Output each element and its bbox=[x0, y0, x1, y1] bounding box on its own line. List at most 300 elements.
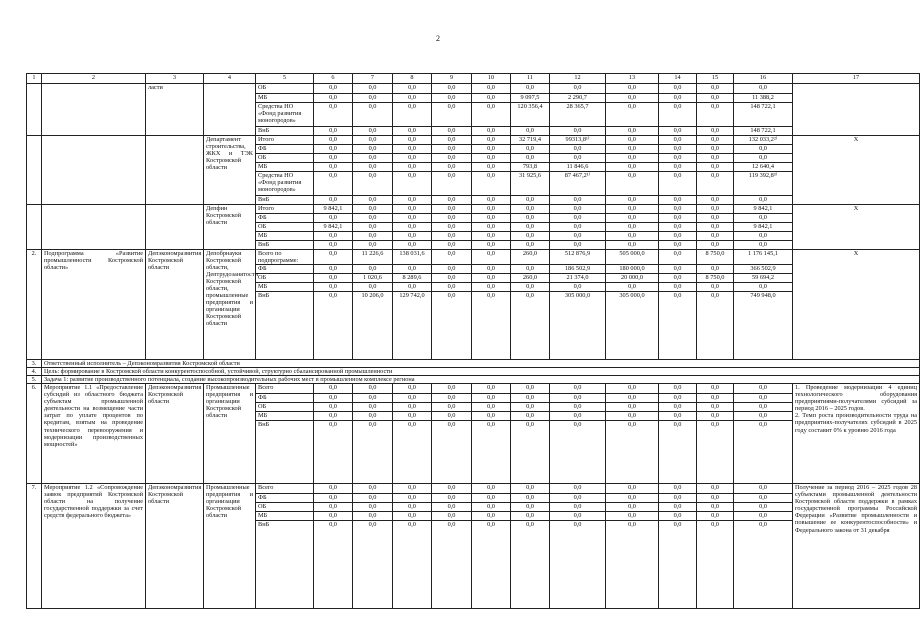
amount-cell: 0,0 bbox=[606, 503, 659, 512]
measure-name: Мероприятие 1.2 «Сопровождение заявок предприятий Костромской области на получение государственной поддержки за счет средств федерального бюджета» bbox=[42, 484, 146, 609]
col-header: 9 bbox=[432, 74, 472, 84]
amount-cell: 0,0 bbox=[353, 127, 393, 136]
amount-cell: 0,0 bbox=[432, 103, 472, 127]
amount-cell: 0,0 bbox=[353, 503, 393, 512]
amount-cell: 20 000,0 bbox=[606, 274, 659, 283]
amount-cell: 0,0 bbox=[659, 521, 697, 609]
amount-cell: 0,0 bbox=[314, 103, 353, 127]
responsible-executor: Депэкономразвития Костромской области bbox=[146, 384, 204, 484]
amount-cell: 0,0 bbox=[314, 145, 353, 154]
amount-cell: 0,0 bbox=[353, 223, 393, 232]
amount-cell: 0,0 bbox=[697, 241, 734, 250]
amount-cell: 0,0 bbox=[550, 241, 606, 250]
amount-cell: 0,0 bbox=[353, 136, 393, 145]
amount-cell: 0,0 bbox=[432, 521, 472, 609]
amount-cell: 0,0 bbox=[697, 145, 734, 154]
amount-cell: 0,0 bbox=[659, 503, 697, 512]
amount-cell: 0,0 bbox=[314, 283, 353, 292]
amount-cell: 0,0 bbox=[472, 172, 511, 196]
amount-cell: 0,0 bbox=[659, 127, 697, 136]
amount-cell: 0,0 bbox=[511, 394, 550, 403]
amount-cell: 0,0 bbox=[511, 232, 550, 241]
funding-source: ОБ bbox=[256, 274, 314, 283]
amount-cell: 9 842,1 bbox=[314, 223, 353, 232]
amount-cell: 0,0 bbox=[353, 154, 393, 163]
amount-cell: 0,0 bbox=[353, 172, 393, 196]
amount-cell: 0,0 bbox=[472, 196, 511, 205]
amount-cell: 0,0 bbox=[393, 494, 432, 503]
responsible-executor bbox=[146, 205, 204, 250]
amount-cell: 0,0 bbox=[472, 412, 511, 421]
co-executor: Промышленные предприятия и организации Костромской области bbox=[204, 484, 256, 609]
amount-cell: 0,0 bbox=[734, 484, 793, 494]
amount-cell: 0,0 bbox=[734, 503, 793, 512]
amount-cell: 0,0 bbox=[550, 521, 606, 609]
measure-row-main bbox=[27, 205, 920, 214]
amount-cell: 0,0 bbox=[353, 403, 393, 412]
amount-cell: 0,0 bbox=[393, 503, 432, 512]
amount-cell: 0,0 bbox=[606, 214, 659, 223]
amount-cell: 0,0 bbox=[393, 232, 432, 241]
amount-cell: 0,0 bbox=[472, 154, 511, 163]
amount-cell: 87 467,2¹⁾ bbox=[550, 172, 606, 196]
amount-cell: 0,0 bbox=[550, 283, 606, 292]
amount-cell: 0,0 bbox=[432, 84, 472, 94]
amount-cell: 0,0 bbox=[393, 265, 432, 274]
amount-cell: 0,0 bbox=[432, 265, 472, 274]
funding-source: ВнБ bbox=[256, 292, 314, 360]
amount-cell: 0,0 bbox=[353, 484, 393, 494]
amount-cell: 0,0 bbox=[606, 232, 659, 241]
amount-cell: 0,0 bbox=[697, 521, 734, 609]
row-number bbox=[27, 205, 42, 250]
amount-cell: 0,0 bbox=[697, 127, 734, 136]
col-header: 17 bbox=[793, 74, 920, 84]
amount-cell: 0,0 bbox=[659, 292, 697, 360]
co-executor: Депфин Костромской области bbox=[204, 205, 256, 250]
amount-cell: 0,0 bbox=[511, 196, 550, 205]
amount-cell: 305 000,0 bbox=[606, 292, 659, 360]
amount-cell: 0,0 bbox=[550, 196, 606, 205]
amount-cell: 0,0 bbox=[550, 403, 606, 412]
amount-cell: 0,0 bbox=[550, 145, 606, 154]
col-header: 3 bbox=[146, 74, 204, 84]
responsible-executor: ласти bbox=[146, 84, 204, 136]
amount-cell: 1 176 145,1 bbox=[734, 250, 793, 265]
amount-cell: 0,0 bbox=[659, 154, 697, 163]
amount-cell: 0,0 bbox=[432, 136, 472, 145]
amount-cell: 0,0 bbox=[697, 214, 734, 223]
amount-cell: 0,0 bbox=[393, 241, 432, 250]
amount-cell: 0,0 bbox=[472, 265, 511, 274]
amount-cell: 0,0 bbox=[314, 394, 353, 403]
amount-cell: 0,0 bbox=[432, 292, 472, 360]
amount-cell: 0,0 bbox=[659, 103, 697, 127]
amount-cell: 0,0 bbox=[472, 494, 511, 503]
amount-cell: 0,0 bbox=[432, 421, 472, 484]
amount-cell: 0,0 bbox=[659, 394, 697, 403]
amount-cell: 0,0 bbox=[659, 84, 697, 94]
funding-source: МБ bbox=[256, 163, 314, 172]
amount-cell: 0,0 bbox=[432, 412, 472, 421]
responsible-executor bbox=[146, 136, 204, 205]
amount-cell: 0,0 bbox=[511, 412, 550, 421]
amount-cell: 0,0 bbox=[432, 205, 472, 214]
amount-cell: 186 502,9 bbox=[550, 265, 606, 274]
funding-source: ФБ bbox=[256, 265, 314, 274]
amount-cell: 0,0 bbox=[734, 421, 793, 484]
amount-cell: 0,0 bbox=[314, 484, 353, 494]
amount-cell: 0,0 bbox=[432, 283, 472, 292]
amount-cell: 0,0 bbox=[393, 84, 432, 94]
amount-cell: 0,0 bbox=[353, 412, 393, 421]
amount-cell: 0,0 bbox=[472, 127, 511, 136]
amount-cell: 0,0 bbox=[314, 265, 353, 274]
amount-cell: 0,0 bbox=[511, 494, 550, 503]
amount-cell: 0,0 bbox=[659, 163, 697, 172]
funding-source: Всего bbox=[256, 484, 314, 494]
section-row bbox=[27, 368, 920, 376]
amount-cell: 0,0 bbox=[472, 283, 511, 292]
amount-cell: 0,0 bbox=[432, 512, 472, 521]
amount-cell: 0,0 bbox=[659, 250, 697, 265]
amount-cell: 0,0 bbox=[606, 494, 659, 503]
amount-cell: 0,0 bbox=[314, 421, 353, 484]
amount-cell: 28 365,7 bbox=[550, 103, 606, 127]
funding-source: ВнБ bbox=[256, 127, 314, 136]
amount-cell: 0,0 bbox=[550, 232, 606, 241]
amount-cell: 0,0 bbox=[353, 283, 393, 292]
amount-cell: 0,0 bbox=[697, 292, 734, 360]
amount-cell: 0,0 bbox=[353, 205, 393, 214]
measure-row-main bbox=[27, 84, 920, 94]
amount-cell: 0,0 bbox=[353, 145, 393, 154]
measure-row-main bbox=[27, 484, 920, 494]
amount-cell: 0,0 bbox=[606, 412, 659, 421]
amount-cell: 0,0 bbox=[432, 214, 472, 223]
amount-cell: 0,0 bbox=[734, 521, 793, 609]
amount-cell: 0,0 bbox=[432, 154, 472, 163]
col-header: 10 bbox=[472, 74, 511, 84]
amount-cell: 0,0 bbox=[550, 205, 606, 214]
col-header: 16 bbox=[734, 74, 793, 84]
row-number: 2. bbox=[27, 250, 42, 360]
amount-cell: 8 289,6 bbox=[393, 274, 432, 283]
amount-cell: 0,0 bbox=[353, 163, 393, 172]
amount-cell: 0,0 bbox=[314, 292, 353, 360]
amount-cell: 0,0 bbox=[550, 421, 606, 484]
funding-source: МБ bbox=[256, 412, 314, 421]
amount-cell: 0,0 bbox=[432, 384, 472, 394]
amount-cell: 0,0 bbox=[697, 503, 734, 512]
amount-cell: 0,0 bbox=[511, 484, 550, 494]
amount-cell: 0,0 bbox=[353, 196, 393, 205]
amount-cell: 132 033,2²⁾ bbox=[734, 136, 793, 145]
funding-source: Итого bbox=[256, 205, 314, 214]
expected-result: X bbox=[793, 205, 920, 250]
amount-cell: 0,0 bbox=[314, 250, 353, 265]
amount-cell: 148 722,1 bbox=[734, 127, 793, 136]
co-executor: Промышленные предприятия и организации Костромской области bbox=[204, 384, 256, 484]
amount-cell: 0,0 bbox=[314, 384, 353, 394]
amount-cell: 0,0 bbox=[393, 223, 432, 232]
amount-cell: 0,0 bbox=[606, 163, 659, 172]
section-row bbox=[27, 376, 920, 384]
amount-cell: 0,0 bbox=[550, 214, 606, 223]
amount-cell: 0,0 bbox=[697, 84, 734, 94]
amount-cell: 0,0 bbox=[659, 403, 697, 412]
amount-cell: 0,0 bbox=[606, 223, 659, 232]
amount-cell: 0,0 bbox=[511, 145, 550, 154]
amount-cell: 0,0 bbox=[734, 412, 793, 421]
amount-cell: 260,0 bbox=[511, 274, 550, 283]
amount-cell: 0,0 bbox=[734, 196, 793, 205]
amount-cell: 0,0 bbox=[353, 103, 393, 127]
amount-cell: 0,0 bbox=[472, 241, 511, 250]
funding-source: ВнБ bbox=[256, 241, 314, 250]
amount-cell: 0,0 bbox=[511, 214, 550, 223]
section-row bbox=[27, 360, 920, 368]
amount-cell: 0,0 bbox=[432, 394, 472, 403]
amount-cell: 366 502,9 bbox=[734, 265, 793, 274]
amount-cell: 180 000,0 bbox=[606, 265, 659, 274]
amount-cell: 8 750,0 bbox=[697, 274, 734, 283]
amount-cell: 0,0 bbox=[550, 154, 606, 163]
funding-source: ОБ bbox=[256, 84, 314, 94]
amount-cell: 0,0 bbox=[550, 503, 606, 512]
amount-cell: 0,0 bbox=[432, 232, 472, 241]
amount-cell: 0,0 bbox=[432, 403, 472, 412]
amount-cell: 0,0 bbox=[697, 412, 734, 421]
amount-cell: 0,0 bbox=[472, 94, 511, 103]
amount-cell: 0,0 bbox=[734, 154, 793, 163]
amount-cell: 0,0 bbox=[393, 412, 432, 421]
amount-cell: 0,0 bbox=[314, 163, 353, 172]
amount-cell: 0,0 bbox=[606, 283, 659, 292]
amount-cell: 9 097,5 bbox=[511, 94, 550, 103]
amount-cell: 0,0 bbox=[432, 274, 472, 283]
amount-cell: 0,0 bbox=[432, 145, 472, 154]
amount-cell: 0,0 bbox=[550, 127, 606, 136]
funding-source: ВнБ bbox=[256, 421, 314, 484]
amount-cell: 0,0 bbox=[734, 84, 793, 94]
amount-cell: 0,0 bbox=[432, 94, 472, 103]
expected-result: Получение за период 2016 – 2025 годов 28 субъектами промышленной деятельности Костромской области поддержки в рамках государственной программы Российской Федерации «Развитие промышленности и повышение ее конкурентоспособности» и Федерального закона от 31 декабря bbox=[793, 484, 920, 609]
amount-cell: 0,0 bbox=[472, 521, 511, 609]
amount-cell: 0,0 bbox=[550, 223, 606, 232]
amount-cell: 0,0 bbox=[353, 494, 393, 503]
amount-cell: 11 388,2 bbox=[734, 94, 793, 103]
measure-row-main bbox=[27, 250, 920, 265]
col-header: 6 bbox=[314, 74, 353, 84]
amount-cell: 0,0 bbox=[314, 84, 353, 94]
funding-source: ВнБ bbox=[256, 196, 314, 205]
amount-cell: 0,0 bbox=[606, 394, 659, 403]
amount-cell: 0,0 bbox=[472, 503, 511, 512]
amount-cell: 0,0 bbox=[432, 172, 472, 196]
amount-cell: 0,0 bbox=[314, 494, 353, 503]
expected-result: 1. Проведение модернизации 4 единиц технологического оборудования предприятиями-получателями субсидий за период 2016 – 2025 годов. 2. Темп роста производительности труда на предприятиях-получателях субсидий в 2025 году составит 0% к уровню 2016 года bbox=[793, 384, 920, 484]
funding-source: МБ bbox=[256, 232, 314, 241]
amount-cell: 0,0 bbox=[314, 196, 353, 205]
amount-cell: 0,0 bbox=[659, 136, 697, 145]
amount-cell: 0,0 bbox=[432, 127, 472, 136]
amount-cell: 0,0 bbox=[432, 503, 472, 512]
row-number bbox=[27, 136, 42, 205]
amount-cell: 0,0 bbox=[393, 172, 432, 196]
measure-name bbox=[42, 205, 146, 250]
amount-cell: 0,0 bbox=[659, 484, 697, 494]
amount-cell: 0,0 bbox=[393, 103, 432, 127]
amount-cell: 0,0 bbox=[734, 403, 793, 412]
section-text: Ответственный исполнитель – Депэкономразвития Костромской области bbox=[42, 360, 920, 368]
amount-cell: 0,0 bbox=[314, 94, 353, 103]
col-header: 12 bbox=[550, 74, 606, 84]
amount-cell: 0,0 bbox=[432, 163, 472, 172]
amount-cell: 0,0 bbox=[432, 494, 472, 503]
amount-cell: 11 226,6 bbox=[353, 250, 393, 265]
measure-name bbox=[42, 84, 146, 136]
expected-result bbox=[793, 84, 920, 136]
co-executor bbox=[204, 84, 256, 136]
amount-cell: 0,0 bbox=[606, 172, 659, 196]
amount-cell: 0,0 bbox=[606, 241, 659, 250]
amount-cell: 0,0 bbox=[659, 274, 697, 283]
amount-cell: 0,0 bbox=[659, 232, 697, 241]
amount-cell: 9 842,1 bbox=[734, 205, 793, 214]
amount-cell: 0,0 bbox=[659, 283, 697, 292]
amount-cell: 0,0 bbox=[353, 421, 393, 484]
amount-cell: 0,0 bbox=[734, 494, 793, 503]
amount-cell: 0,0 bbox=[393, 484, 432, 494]
amount-cell: 0,0 bbox=[314, 136, 353, 145]
amount-cell: 0,0 bbox=[697, 136, 734, 145]
page-number: 2 bbox=[436, 34, 440, 43]
amount-cell: 0,0 bbox=[511, 127, 550, 136]
amount-cell: 9 842,1 bbox=[734, 223, 793, 232]
amount-cell: 0,0 bbox=[393, 394, 432, 403]
amount-cell: 0,0 bbox=[353, 521, 393, 609]
amount-cell: 0,0 bbox=[697, 265, 734, 274]
measure-name bbox=[42, 136, 146, 205]
amount-cell: 59 694,2 bbox=[734, 274, 793, 283]
amount-cell: 0,0 bbox=[659, 145, 697, 154]
funding-source: Средства НО «Фонд развития моногородов» bbox=[256, 103, 314, 127]
row-number bbox=[27, 84, 42, 136]
amount-cell: 2 290,7 bbox=[550, 94, 606, 103]
amount-cell: 0,0 bbox=[472, 292, 511, 360]
funding-source: ФБ bbox=[256, 214, 314, 223]
section-text: Задача 1: развитие производственного потенциала, создание высокопроизводительных рабочих мест в промышленном комплексе региона bbox=[42, 376, 920, 384]
amount-cell: 0,0 bbox=[550, 84, 606, 94]
amount-cell: 0,0 bbox=[353, 94, 393, 103]
funding-source: Итого bbox=[256, 136, 314, 145]
amount-cell: 505 000,0 bbox=[606, 250, 659, 265]
amount-cell: 0,0 bbox=[511, 154, 550, 163]
amount-cell: 0,0 bbox=[697, 484, 734, 494]
amount-cell: 0,0 bbox=[472, 384, 511, 394]
amount-cell: 0,0 bbox=[432, 250, 472, 265]
col-header: 14 bbox=[659, 74, 697, 84]
funding-source: ФБ bbox=[256, 494, 314, 503]
amount-cell: 0,0 bbox=[511, 205, 550, 214]
col-header: 8 bbox=[393, 74, 432, 84]
amount-cell: 148 722,1 bbox=[734, 103, 793, 127]
responsible-executor: Депэкономразвития Костромской области bbox=[146, 484, 204, 609]
amount-cell: 0,0 bbox=[734, 232, 793, 241]
amount-cell: 0,0 bbox=[472, 84, 511, 94]
amount-cell: 0,0 bbox=[353, 394, 393, 403]
col-header: 5 bbox=[256, 74, 314, 84]
amount-cell: 0,0 bbox=[511, 292, 550, 360]
amount-cell: 120 356,4 bbox=[511, 103, 550, 127]
amount-cell: 0,0 bbox=[472, 103, 511, 127]
amount-cell: 0,0 bbox=[697, 232, 734, 241]
amount-cell: 0,0 bbox=[472, 163, 511, 172]
amount-cell: 0,0 bbox=[472, 484, 511, 494]
amount-cell: 0,0 bbox=[511, 503, 550, 512]
amount-cell: 0,0 bbox=[659, 265, 697, 274]
amount-cell: 0,0 bbox=[511, 512, 550, 521]
amount-cell: 0,0 bbox=[606, 136, 659, 145]
amount-cell: 0,0 bbox=[472, 205, 511, 214]
amount-cell: 0,0 bbox=[606, 521, 659, 609]
amount-cell: 0,0 bbox=[511, 521, 550, 609]
amount-cell: 0,0 bbox=[393, 145, 432, 154]
amount-cell: 0,0 bbox=[606, 196, 659, 205]
amount-cell: 0,0 bbox=[659, 494, 697, 503]
funding-source: МБ bbox=[256, 512, 314, 521]
amount-cell: 0,0 bbox=[606, 145, 659, 154]
amount-cell: 0,0 bbox=[606, 154, 659, 163]
amount-cell: 0,0 bbox=[697, 394, 734, 403]
amount-cell: 0,0 bbox=[734, 512, 793, 521]
amount-cell: 0,0 bbox=[511, 421, 550, 484]
funding-source: МБ bbox=[256, 283, 314, 292]
amount-cell: 0,0 bbox=[393, 403, 432, 412]
amount-cell: 0,0 bbox=[550, 494, 606, 503]
expected-result: X bbox=[793, 136, 920, 205]
amount-cell: 0,0 bbox=[734, 145, 793, 154]
funding-source: ОБ bbox=[256, 503, 314, 512]
amount-cell: 0,0 bbox=[432, 196, 472, 205]
amount-cell: 0,0 bbox=[472, 145, 511, 154]
amount-cell: 0,0 bbox=[550, 512, 606, 521]
amount-cell: 0,0 bbox=[432, 223, 472, 232]
amount-cell: 0,0 bbox=[353, 512, 393, 521]
col-header: 13 bbox=[606, 74, 659, 84]
amount-cell: 0,0 bbox=[314, 274, 353, 283]
amount-cell: 0,0 bbox=[314, 172, 353, 196]
amount-cell: 0,0 bbox=[314, 154, 353, 163]
amount-cell: 0,0 bbox=[511, 241, 550, 250]
amount-cell: 0,0 bbox=[472, 512, 511, 521]
amount-cell: 749 948,0 bbox=[734, 292, 793, 360]
amount-cell: 9 842,1 bbox=[314, 205, 353, 214]
amount-cell: 0,0 bbox=[550, 384, 606, 394]
amount-cell: 0,0 bbox=[734, 384, 793, 394]
amount-cell: 0,0 bbox=[472, 223, 511, 232]
row-number: 4. bbox=[27, 368, 42, 376]
amount-cell: 0,0 bbox=[393, 154, 432, 163]
amount-cell: 0,0 bbox=[472, 250, 511, 265]
amount-cell: 10 206,0 bbox=[353, 292, 393, 360]
amount-cell: 0,0 bbox=[659, 196, 697, 205]
amount-cell: 0,0 bbox=[393, 163, 432, 172]
col-header: 7 bbox=[353, 74, 393, 84]
amount-cell: 0,0 bbox=[606, 512, 659, 521]
col-header: 15 bbox=[697, 74, 734, 84]
